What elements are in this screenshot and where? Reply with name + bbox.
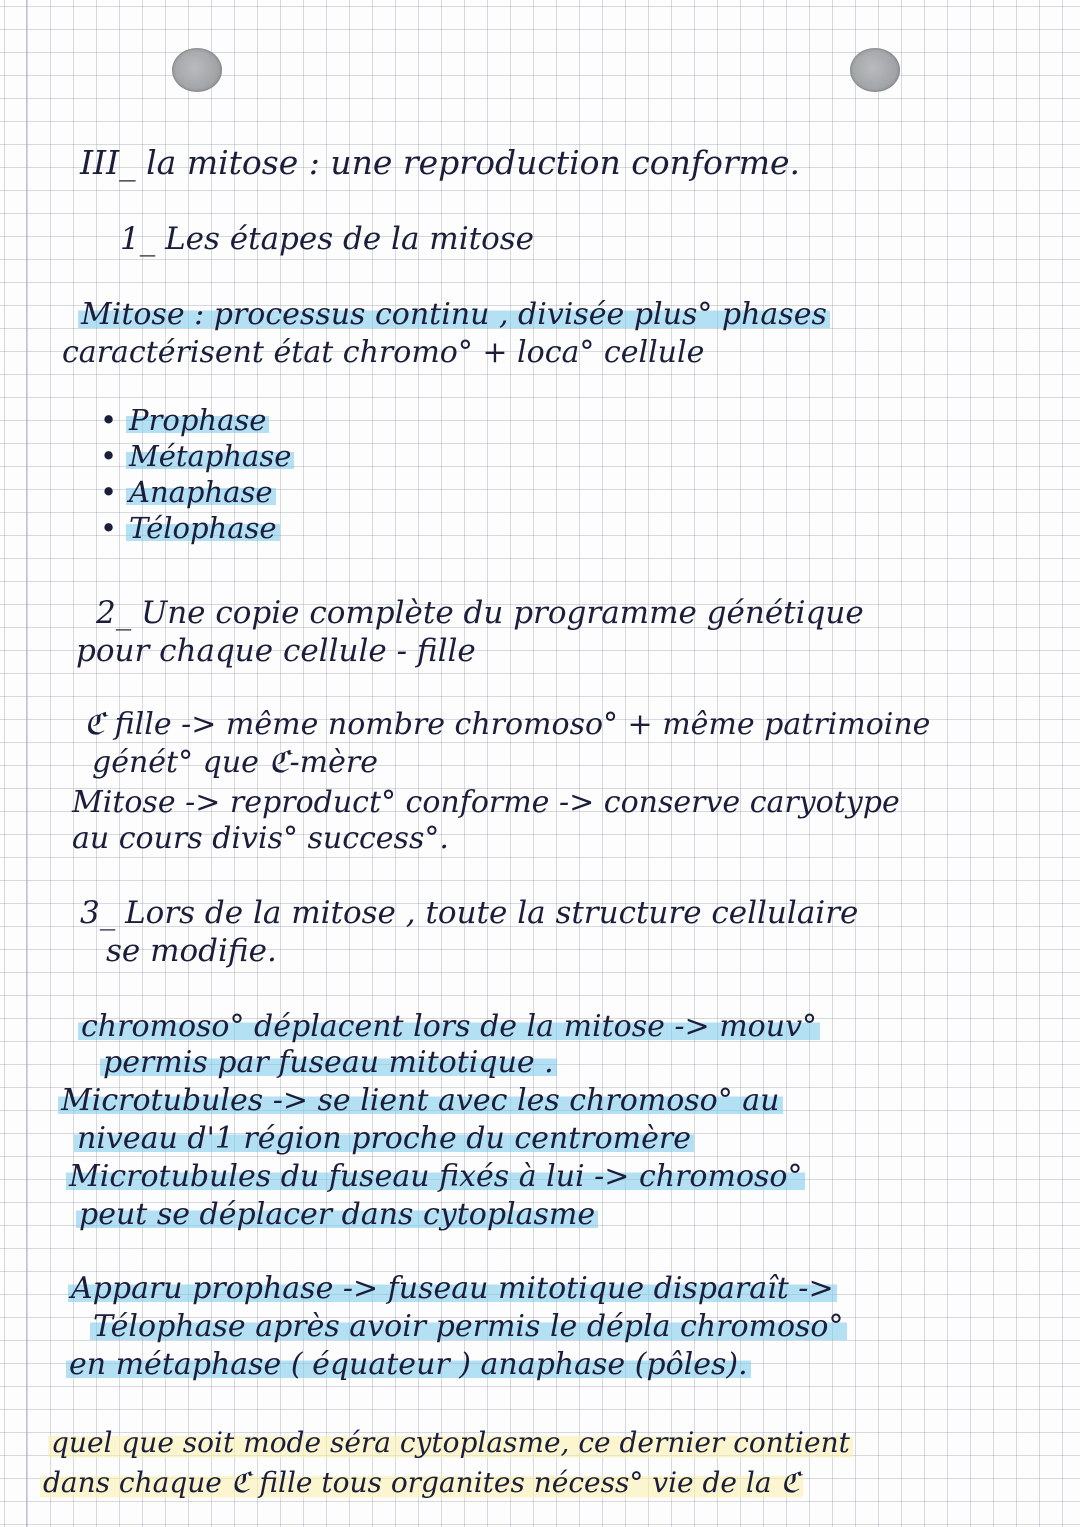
paragraph-4-line-1-text: Apparu prophase -> fuseau mitotique disparaît -> <box>68 1271 837 1306</box>
paragraph-5-line-2 <box>40 1466 803 1500</box>
definition-line-2 <box>62 336 704 370</box>
bullet-icon: • <box>100 403 118 437</box>
subsection-3-line-1: 3_ Lors de la mitose , toute la structure cellulaire <box>80 895 859 931</box>
phases-list <box>100 402 294 546</box>
bullet-icon: • <box>100 439 118 473</box>
paragraph-5-line-2-text: dans chaque ℭ fille tous organites nécess° vie de la ℭ <box>40 1466 803 1499</box>
list-item <box>100 438 294 474</box>
definition-line-1 <box>78 298 830 332</box>
punch-hole-left <box>172 48 222 92</box>
paragraph-3-line-2-text: permis par fuseau mitotique . <box>100 1045 557 1080</box>
paragraph-4-line-1 <box>68 1272 837 1306</box>
margin-line <box>26 0 27 1527</box>
paragraph-5-line-1-text: quel que soit mode séra cytoplasme, ce dernier contient <box>48 1426 853 1459</box>
section-title: III_ la mitose : une reproduction conforme. <box>80 143 801 182</box>
paragraph-2-line-1: ℭ fille -> même nombre chromoso° + même patrimoine <box>84 707 931 742</box>
list-item <box>100 402 294 438</box>
paragraph-3-line-3 <box>58 1084 783 1118</box>
paragraph-3-line-5-text: Microtubules du fuseau fixés à lui -> chromoso° <box>66 1159 805 1194</box>
phase-label: Prophase <box>126 403 269 437</box>
paragraph-4-line-2 <box>90 1310 847 1344</box>
phase-label: Anaphase <box>126 475 276 509</box>
paragraph-2-line-3: Mitose -> reproduct° conforme -> conserve caryotype <box>72 785 900 820</box>
phase-label: Métaphase <box>126 439 294 473</box>
list-item <box>100 474 294 510</box>
paragraph-3-line-6-text: peut se déplacer dans cytoplasme <box>76 1197 598 1232</box>
paragraph-3-line-2 <box>100 1046 557 1080</box>
paragraph-2-line-4: au cours divis° success°. <box>72 821 449 856</box>
paragraph-3-line-5 <box>66 1160 805 1194</box>
paragraph-3-line-6 <box>76 1198 598 1232</box>
paragraph-3-line-1 <box>78 1010 820 1044</box>
subsection-2-line-2: pour chaque cellule - fille <box>76 633 476 669</box>
paragraph-3-line-3-text: Microtubules -> se lient avec les chromoso° au <box>58 1083 783 1118</box>
punch-hole-right <box>850 48 900 92</box>
paragraph-4-line-3-text: en métaphase ( équateur ) anaphase (pôles). <box>66 1347 751 1382</box>
list-item <box>100 510 294 546</box>
paragraph-3-line-1-text: chromoso° déplacent lors de la mitose -> mouv° <box>78 1009 820 1044</box>
paragraph-4-line-3 <box>66 1348 751 1382</box>
definition-line-1-text: Mitose : processus continu , divisée plus° phases <box>78 297 830 332</box>
subsection-3-line-2: se modifie. <box>106 933 277 969</box>
bullet-icon: • <box>100 475 118 509</box>
definition-line-2-text: caractérisent état chromo° + loca° cellule <box>62 335 705 370</box>
paragraph-4-line-2-text: Télophase après avoir permis le dépla chromoso° <box>90 1309 847 1344</box>
paragraph-5-line-1 <box>48 1426 853 1460</box>
paragraph-3-line-4-text: niveau d'1 région proche du centromère <box>74 1121 694 1156</box>
subsection-1-title: 1_ Les étapes de la mitose <box>120 221 534 257</box>
subsection-2-line-1: 2_ Une copie complète du programme génétique <box>96 595 864 631</box>
phase-label: Télophase <box>126 511 280 545</box>
paragraph-2-line-2: génét° que ℭ-mère <box>92 745 378 780</box>
bullet-icon: • <box>100 511 118 545</box>
paragraph-3-line-4 <box>74 1122 694 1156</box>
